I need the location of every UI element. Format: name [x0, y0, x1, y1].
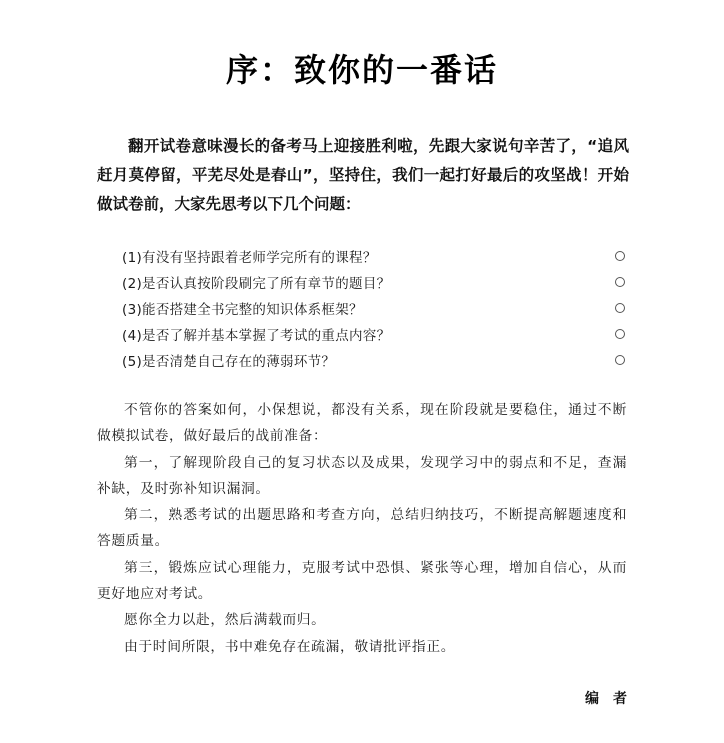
circle-checkbox-icon[interactable] — [615, 277, 625, 287]
question-item — [122, 269, 628, 295]
intro-paragraph: 翻开试卷意味漫长的备考马上迎接胜利啦，先跟大家说句辛苦了，“追风赶月莫停留，平芜尽处是春山”，坚持住，我们一起打好最后的攻坚战！开始做试卷前，大家先思考以下几个问题： — [97, 137, 629, 213]
question-item — [122, 295, 628, 321]
body-paragraph: 由于时间所限，书中难免存在疏漏，敬请批评指正。 — [124, 638, 456, 655]
body-paragraph: 第一，了解现阶段自己的复习状态以及成果，发现学习中的弱点和不足，查漏补缺，及时弥补知识漏洞。 — [97, 454, 627, 497]
question-item — [122, 243, 628, 269]
question-item — [122, 347, 628, 373]
question-text: (2)是否认真按阶段刷完了所有章节的题目？ — [122, 276, 391, 292]
body-paragraph: 愿你全力以赴，然后满载而归。 — [124, 612, 326, 629]
body-text — [97, 397, 627, 660]
question-text: (4)是否了解并基本掌握了考试的重点内容？ — [122, 328, 391, 344]
circle-checkbox-icon[interactable] — [615, 355, 625, 365]
question-text: (3)能否搭建全书完整的知识体系框架？ — [122, 302, 363, 318]
question-text: (5)是否清楚自己存在的薄弱环节？ — [122, 354, 336, 370]
body-paragraph: 第二，熟悉考试的出题思路和考查方向，总结归纳技巧，不断提高解题速度和答题质量。 — [97, 507, 627, 550]
circle-checkbox-icon[interactable] — [615, 251, 625, 261]
body-paragraph: 第三，锻炼应试心理能力，克服考试中恐惧、紧张等心理，增加自信心，从而更好地应对考试。 — [97, 559, 627, 603]
signature: 编者 — [585, 691, 641, 707]
page-title: 序：致你的一番话 — [225, 51, 498, 89]
circle-checkbox-icon[interactable] — [615, 329, 625, 339]
question-item — [122, 321, 628, 347]
question-list — [122, 243, 628, 373]
question-text: (1)有没有坚持跟着老师学完所有的课程？ — [122, 250, 377, 266]
body-paragraph: 不管你的答案如何，小保想说，都没有关系，现在阶段就是要稳住，通过不断做模拟试卷，做好最后的战前准备： — [97, 402, 627, 445]
circle-checkbox-icon[interactable] — [615, 303, 625, 313]
